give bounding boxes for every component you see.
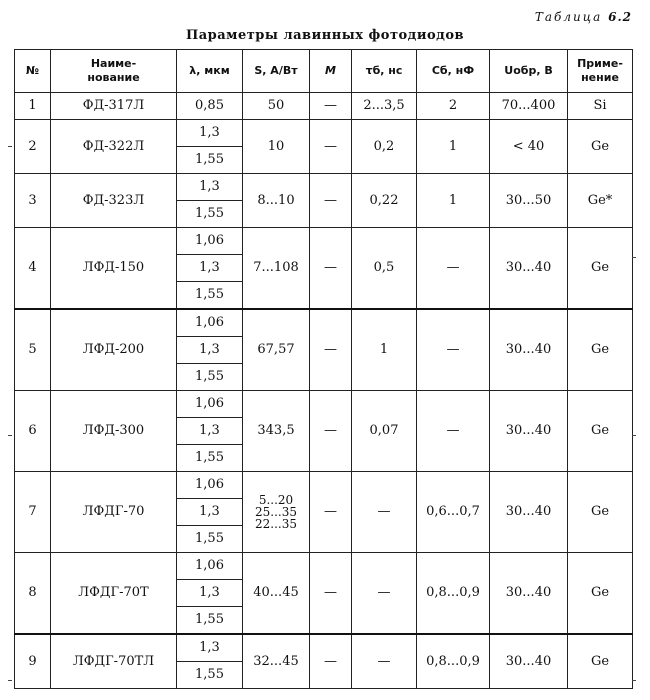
wavelength-cell: 1,06 (177, 391, 243, 418)
wavelength-cell: 1,3 (177, 174, 243, 201)
capacitance-cell: 1 (417, 120, 490, 174)
margin-tick (632, 435, 636, 436)
gain-cell: — (310, 634, 352, 689)
wavelength-cell: 1,06 (177, 309, 243, 337)
table-title: Параметры лавинных фотодиодов (185, 28, 465, 43)
table-number-label (535, 10, 632, 24)
table-row (15, 472, 633, 499)
wavelength-cell: 1,55 (177, 662, 243, 689)
voltage-cell: 30...40 (490, 228, 568, 310)
voltage-cell: < 40 (490, 120, 568, 174)
wavelength-cell: 1,3 (177, 337, 243, 364)
table-label-number: 6.2 (608, 10, 632, 24)
device-name: ФД-317Л (51, 93, 177, 120)
wavelength-cell: 1,3 (177, 580, 243, 607)
application-cell: Ge (568, 472, 633, 553)
application-cell: Ge (568, 553, 633, 635)
wavelength-cell: 1,55 (177, 201, 243, 228)
margin-tick (8, 435, 12, 436)
header-application: Приме- нение (568, 50, 633, 93)
header-row (15, 50, 633, 93)
header-name: Наиме- нование (51, 50, 177, 93)
application-cell: Ge (568, 309, 633, 391)
wavelength-cell: 1,3 (177, 499, 243, 526)
device-name: ЛФД-300 (51, 391, 177, 472)
sensitivity-cell: 8...10 (243, 174, 310, 228)
sensitivity-cell: 67,57 (243, 309, 310, 391)
wavelength-cell: 1,06 (177, 228, 243, 255)
application-cell: Ge (568, 120, 633, 174)
wavelength-cell: 1,3 (177, 255, 243, 282)
header-voltage: Uобр, В (490, 50, 568, 93)
photodiode-parameters-table (14, 49, 633, 689)
header-gain: M (310, 50, 352, 93)
table-row (15, 309, 633, 337)
time-cell: — (352, 553, 417, 635)
time-cell: 0,07 (352, 391, 417, 472)
row-number: 3 (15, 174, 51, 228)
wavelength-cell: 1,55 (177, 607, 243, 635)
wavelength-cell: 1,3 (177, 418, 243, 445)
wavelength-cell: 1,55 (177, 445, 243, 472)
sensitivity-cell: 10 (243, 120, 310, 174)
capacitance-cell: 1 (417, 174, 490, 228)
application-cell: Ge (568, 228, 633, 310)
capacitance-cell: 0,8...0,9 (417, 634, 490, 689)
margin-tick (8, 146, 12, 147)
row-number: 8 (15, 553, 51, 635)
voltage-cell: 70...400 (490, 93, 568, 120)
voltage-cell: 30...50 (490, 174, 568, 228)
table-row (15, 634, 633, 662)
table-row (15, 553, 633, 580)
gain-cell: — (310, 93, 352, 120)
sensitivity-cell: 343,5 (243, 391, 310, 472)
capacitance-cell: 0,8...0,9 (417, 553, 490, 635)
device-name: ЛФД-150 (51, 228, 177, 310)
voltage-cell: 30...40 (490, 634, 568, 689)
capacitance-cell: 0,6...0,7 (417, 472, 490, 553)
capacitance-cell: — (417, 309, 490, 391)
wavelength-cell: 1,3 (177, 120, 243, 147)
device-name: ФД-323Л (51, 174, 177, 228)
header-sensitivity: S, А/Вт (243, 50, 310, 93)
time-cell: 0,2 (352, 120, 417, 174)
row-number: 5 (15, 309, 51, 391)
capacitance-cell: — (417, 391, 490, 472)
row-number: 4 (15, 228, 51, 310)
wavelength-cell: 1,55 (177, 526, 243, 553)
capacitance-cell: 2 (417, 93, 490, 120)
wavelength-cell: 1,55 (177, 364, 243, 391)
time-cell: 1 (352, 309, 417, 391)
time-cell: — (352, 472, 417, 553)
time-cell: 2...3,5 (352, 93, 417, 120)
capacitance-cell: — (417, 228, 490, 310)
table-row (15, 174, 633, 201)
gain-cell: — (310, 309, 352, 391)
device-name: ЛФД-200 (51, 309, 177, 391)
wavelength-cell: 1,55 (177, 147, 243, 174)
table-row (15, 391, 633, 418)
wavelength-cell: 1,55 (177, 282, 243, 310)
device-name: ФД-322Л (51, 120, 177, 174)
header-number: № (15, 50, 51, 93)
gain-cell: — (310, 472, 352, 553)
header-capacitance: Cб, нФ (417, 50, 490, 93)
table-row (15, 93, 633, 120)
device-name: ЛФДГ-70ТЛ (51, 634, 177, 689)
table-row (15, 228, 633, 255)
wavelength-cell: 0,85 (177, 93, 243, 120)
sensitivity-cell: 50 (243, 93, 310, 120)
device-name: ЛФДГ-70Т (51, 553, 177, 635)
gain-cell: — (310, 174, 352, 228)
wavelength-cell: 1,06 (177, 472, 243, 499)
row-number: 7 (15, 472, 51, 553)
sensitivity-cell: 32...45 (243, 634, 310, 689)
application-cell: Ge (568, 391, 633, 472)
margin-tick (632, 257, 636, 258)
voltage-cell: 30...40 (490, 309, 568, 391)
table-row (15, 120, 633, 147)
row-number: 1 (15, 93, 51, 120)
table-label-word: Таблица (534, 10, 603, 24)
time-cell: — (352, 634, 417, 689)
application-cell: Ge (568, 634, 633, 689)
header-wavelength: λ, мкм (177, 50, 243, 93)
table-body (15, 93, 633, 689)
time-cell: 0,5 (352, 228, 417, 310)
voltage-cell: 30...40 (490, 391, 568, 472)
gain-cell: — (310, 120, 352, 174)
row-number: 2 (15, 120, 51, 174)
voltage-cell: 30...40 (490, 553, 568, 635)
margin-tick (8, 680, 12, 681)
device-name: ЛФДГ-70 (51, 472, 177, 553)
wavelength-cell: 1,06 (177, 553, 243, 580)
sensitivity-cell: 40...45 (243, 553, 310, 635)
time-cell: 0,22 (352, 174, 417, 228)
wavelength-cell: 1,3 (177, 634, 243, 662)
margin-tick (632, 680, 636, 681)
header-time: τб, нс (352, 50, 417, 93)
row-number: 6 (15, 391, 51, 472)
sensitivity-cell: 7...108 (243, 228, 310, 310)
gain-cell: — (310, 553, 352, 635)
application-cell: Si (568, 93, 633, 120)
application-cell: Ge* (568, 174, 633, 228)
voltage-cell: 30...40 (490, 472, 568, 553)
row-number: 9 (15, 634, 51, 689)
gain-cell: — (310, 228, 352, 310)
sensitivity-cell: 5...20 25...35 22...35 (243, 472, 310, 553)
gain-cell: — (310, 391, 352, 472)
